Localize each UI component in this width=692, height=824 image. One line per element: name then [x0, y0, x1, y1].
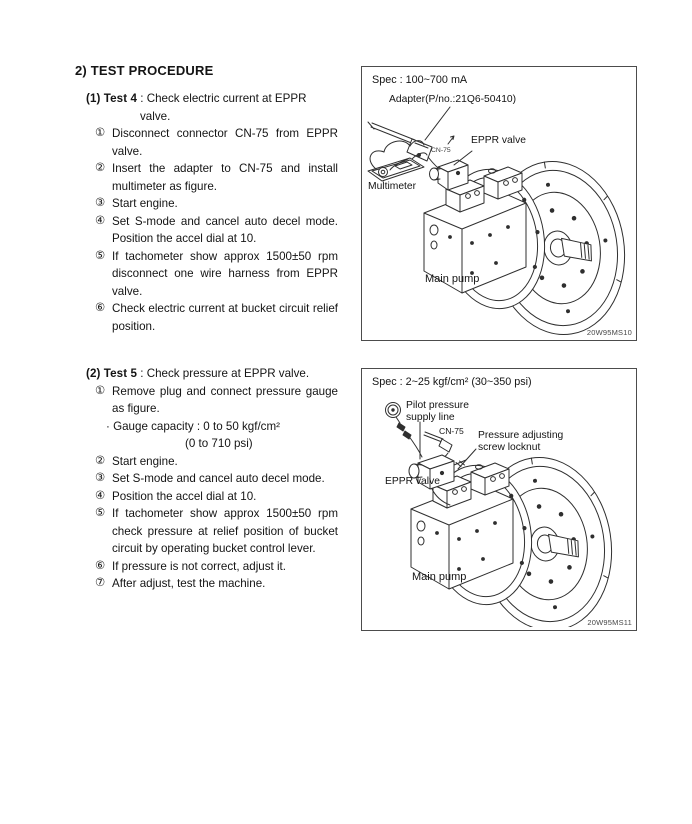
- step-1-5: [95, 248, 338, 301]
- step-number: ②: [95, 454, 106, 467]
- eppr-valve-label: EPPR valve: [385, 476, 440, 487]
- step-note: · Gauge capacity : 0 to 50 kgf/cm²: [106, 419, 280, 433]
- test-title: [86, 365, 338, 383]
- main-pump-label: Main pump: [425, 273, 480, 285]
- step-2-6: [95, 558, 338, 576]
- procedure-text-column: [75, 63, 338, 623]
- test-title-text: : Check pressure at EPPR valve.: [137, 367, 310, 380]
- step-text: If tachometer show approx 1500±50 rpm disconnect one wire harness from EPPR valve.: [112, 249, 338, 298]
- step-number: ④: [95, 214, 106, 227]
- spec-label: Spec : 100~700 mA: [372, 74, 468, 86]
- adapter-label: Adapter(P/no.:21Q6-50410): [389, 94, 517, 105]
- figure-code: 20W95MS10: [586, 328, 632, 337]
- step-1-4: [95, 213, 338, 248]
- step-1-1: [95, 125, 338, 160]
- test-title: [86, 90, 338, 125]
- figure-code: 20W95MS11: [587, 618, 632, 627]
- step-text: Disconnect connector CN-75 from EPPR valve.: [112, 127, 338, 158]
- step-text: Insert the adapter to CN-75 and install multimeter as figure.: [112, 162, 338, 193]
- step-number: ⑥: [95, 302, 106, 314]
- step-number: ①: [95, 127, 106, 139]
- step-text: Position the accel dial at 10.: [112, 489, 257, 503]
- test-title-text: : Check electric current at EPPR valve.: [137, 92, 307, 123]
- step-number: ④: [95, 489, 106, 502]
- step-2-2: [95, 453, 338, 471]
- test-section-2: [75, 365, 338, 593]
- pressure-adjust-locknut-label: Pressure adjusting screw locknut: [478, 430, 564, 453]
- eppr-valve-label: EPPR valve: [471, 135, 526, 146]
- adapter-and-multimeter: [368, 107, 472, 190]
- step-text: Check electric current at bucket circuit relief position.: [112, 302, 338, 333]
- step-text: Start engine.: [112, 454, 178, 468]
- step-number: ②: [95, 162, 106, 174]
- step-1-2: [95, 160, 338, 195]
- locknut: [456, 461, 465, 467]
- cn75-label: CN-75: [431, 147, 451, 154]
- step-text: Set S-mode and cancel auto decel mode.: [112, 472, 325, 485]
- step-text: Set S-mode and cancel auto decel mode. Position the accel dial at 10.: [112, 214, 338, 245]
- step-note: (0 to 710 psi): [185, 437, 253, 450]
- step-number: ①: [95, 384, 106, 397]
- step-number: ⑤: [95, 507, 106, 519]
- step-1-6: [95, 300, 338, 335]
- figure-test4-current-check: [361, 66, 637, 341]
- spec-label: Spec : 2~25 kgf/cm² (30~350 psi): [372, 376, 532, 388]
- test-title-prefix: (1) Test 4: [86, 92, 138, 105]
- multimeter-label: Multimeter: [368, 181, 417, 192]
- step-number: ⑤: [95, 249, 106, 262]
- step-number: ⑦: [95, 577, 106, 589]
- step-2-1: [95, 383, 338, 453]
- pilot-pressure-line-label: Pilot pressure supply line: [406, 400, 469, 423]
- test-section-1: [75, 90, 338, 335]
- step-2-3: [95, 470, 338, 488]
- page-title: 2) TEST PROCEDURE: [75, 63, 214, 78]
- pump-pressure-test-illustration: [362, 369, 633, 627]
- cn75-pointer: [448, 136, 454, 144]
- step-text: Remove plug and connect pressure gauge as figure. · Gauge capacity : 0 to 50 kgf/cm² (0 to 710 psi): [112, 383, 338, 453]
- step-number: ③: [95, 472, 106, 484]
- step-number: ⑥: [95, 559, 106, 572]
- step-text: If tachometer show approx 1500±50 rpm check pressure at relief position of bucket circuit by operating bucket control lever.: [112, 507, 338, 555]
- eppr-valve: [430, 160, 469, 190]
- cn75-label: CN-75: [439, 426, 464, 436]
- main-pump-label: Main pump: [412, 571, 467, 583]
- step-text: If pressure is not correct, adjust it.: [112, 559, 286, 573]
- step-2-7: [95, 575, 338, 593]
- figure-test5-pressure-check: [361, 368, 637, 631]
- step-1-3: [95, 195, 338, 213]
- step-2-4: [95, 488, 338, 506]
- test-sections: [75, 90, 338, 593]
- step-text: Start engine.: [112, 197, 178, 210]
- pump-current-test-illustration: [362, 67, 633, 337]
- step-number: ③: [95, 197, 106, 209]
- step-text: After adjust, test the machine.: [112, 577, 266, 590]
- test-title-prefix: (2) Test 5: [86, 367, 138, 380]
- adapter-leader-line: [425, 107, 450, 140]
- step-2-5: [95, 505, 338, 558]
